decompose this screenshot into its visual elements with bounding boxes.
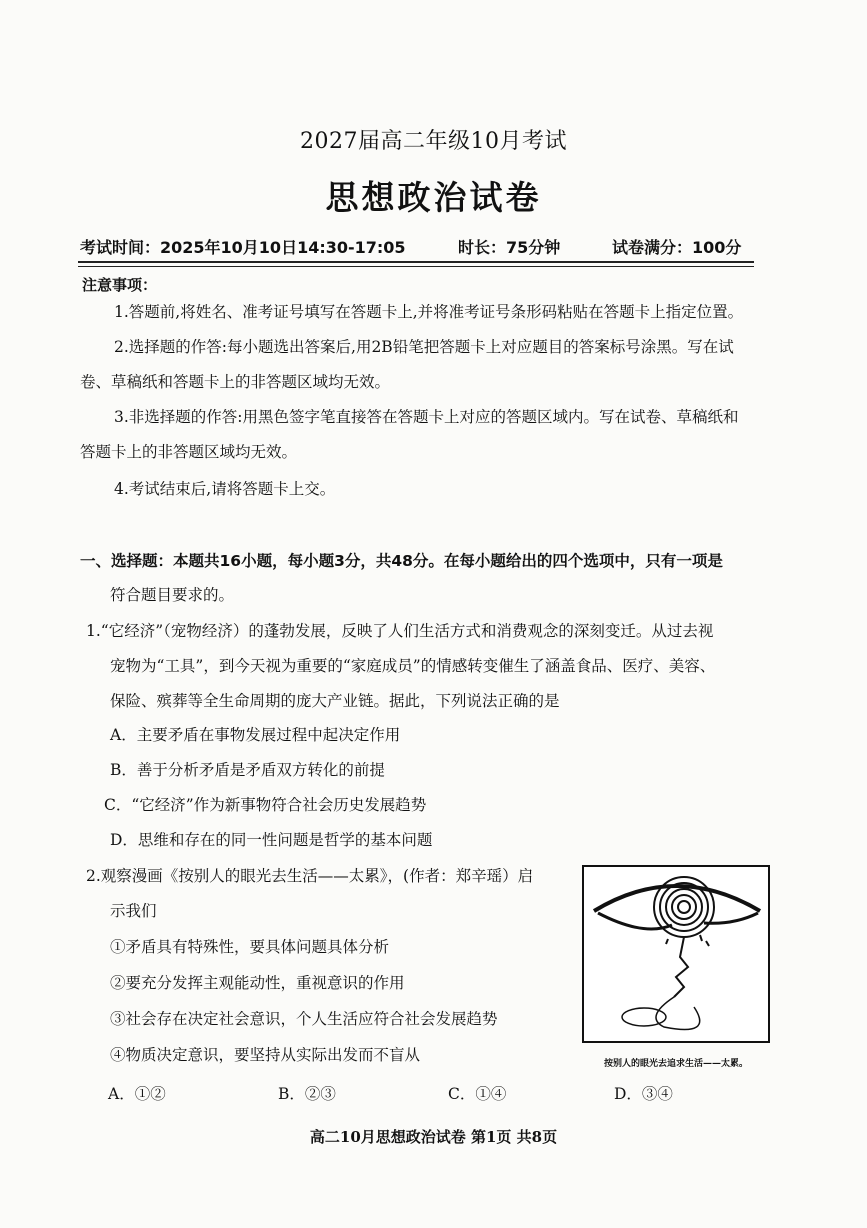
q2-stem: 示我们 (110, 902, 157, 920)
exam-time: 考试时间：2025年10月10日14:30-17:05 (80, 238, 406, 257)
notice-item: 卷、草稿纸和答题卡上的非答题区域均无效。 (80, 373, 391, 391)
q2-statement-1: ①矛盾具有特殊性，要具体问题具体分析 (110, 938, 390, 956)
q2-statement-4: ④物质决定意识，要坚持从实际出发而不盲从 (110, 1046, 421, 1064)
eye-cartoon-drawing (584, 867, 768, 1041)
section-title-cont: 符合题目要求的。 (110, 586, 235, 604)
exam-info-bar (80, 235, 752, 259)
q1-option-a: A．主要矛盾在事物发展过程中起决定作用 (110, 726, 401, 744)
q2-statement-3: ③社会存在决定社会意识，个人生活应符合社会发展趋势 (110, 1010, 498, 1028)
notice-item: 答题卡上的非答题区域均无效。 (80, 443, 298, 461)
q2-option-d: D．③④ (614, 1085, 673, 1103)
q1-option-d: D．思维和存在的同一性问题是哲学的基本问题 (110, 831, 433, 849)
q2-option-c: C．①④ (448, 1085, 507, 1103)
q2-stem: 2.观察漫画《按别人的眼光去生活——太累》，(作者：郑辛瑶）启 (86, 867, 534, 885)
q1-stem: 保险、殡葬等全生命周期的庞大产业链。据此，下列说法正确的是 (110, 692, 560, 710)
q1-stem: 宠物为“工具”，到今天视为重要的“家庭成员”的情感转变催生了涵盖食品、医疗、美容、 (110, 657, 716, 675)
q1-stem: 1.“它经济”（宠物经济）的蓬勃发展，反映了人们生活方式和消费观念的深刻变迁。从过去视 (86, 622, 714, 640)
cartoon-caption: 按别人的眼光去追求生活——太累。 (603, 1059, 748, 1069)
header-rule-thick (78, 261, 754, 263)
subject-title: 思想政治试卷 (325, 178, 542, 217)
header-rule-thin (78, 266, 754, 267)
notice-heading: 注意事项： (82, 276, 158, 294)
section-title: 一、选择题：本题共16小题，每小题3分，共48分。在每小题给出的四个选项中，只有一项是 (80, 552, 723, 570)
cartoon-image (582, 865, 770, 1043)
q2-option-b: B．②③ (278, 1085, 336, 1103)
q1-option-c: C．“它经济”作为新事物符合社会历史发展趋势 (104, 796, 427, 814)
exam-title: 2027届高二年级10月考试 (300, 129, 567, 154)
q2-option-a: A．①② (108, 1085, 166, 1103)
notice-item: 4.考试结束后,请将答题卡上交。 (114, 480, 336, 498)
notice-item: 3.非选择题的作答:用黑色签字笔直接答在答题卡上对应的答题区域内。写在试卷、草稿纸和 (114, 408, 739, 426)
full-score: 试卷满分：100分 (612, 238, 742, 257)
exam-duration: 时长：75分钟 (458, 238, 561, 257)
page-footer: 高二10月思想政治试卷 第1页 共8页 (309, 1128, 558, 1146)
notice-item: 2.选择题的作答:每小题选出答案后,用2B铅笔把答题卡上对应题目的答案标号涂黑。写在试 (114, 338, 734, 356)
q1-option-b: B．善于分析矛盾是矛盾双方转化的前提 (110, 761, 385, 779)
notice-item: 1.答题前,将姓名、准考证号填写在答题卡上,并将准考证号条形码粘贴在答题卡上指定位置。 (114, 303, 744, 321)
q2-statement-2: ②要充分发挥主观能动性，重视意识的作用 (110, 974, 405, 992)
